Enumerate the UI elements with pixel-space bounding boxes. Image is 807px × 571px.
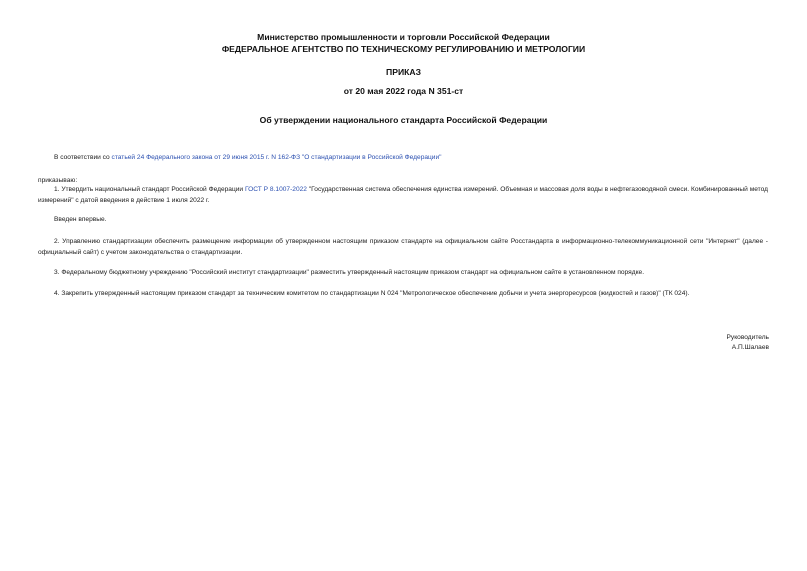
- gost-standard-link[interactable]: ГОСТ Р 8.1007-2022: [244, 186, 307, 193]
- ministry-heading: Министерство промышленности и торговли Российской Федерации: [257, 32, 550, 42]
- signatory-name: А.П.Шалаев: [731, 344, 769, 351]
- federal-law-link[interactable]: статьей 24 Федерального закона от 29 июня 2015 г. N 162-ФЗ "О стандартизации в Российской Федерации": [111, 154, 442, 161]
- order-item-2: [38, 237, 768, 258]
- item3-text: 3. Федеральному бюджетному учреждению "Российский институт стандартизации" разместить утвержденный настоящим приказом стандарт на официальном сайте в установленном порядке.: [54, 269, 645, 276]
- order-item-3: [38, 268, 768, 279]
- legal-basis-paragraph: [38, 153, 768, 164]
- item1-suffix: "Государственная система обеспечения единства измерений. Объемная и массовая доля воды в нефтегазоводяной смеси. Комбинированный метод измерений" с датой введения в действие 1 июля 2022 г.: [38, 186, 768, 204]
- first-time-note: [38, 215, 768, 226]
- item1-prefix: 1. Утвердить национальный стандарт Российской Федерации: [54, 186, 245, 193]
- signatory-role: Руководитель: [726, 334, 769, 341]
- legal-basis-prefix: В соответствии со: [54, 154, 112, 161]
- order-title: ПРИКАЗ: [386, 67, 421, 77]
- order-item-1: [38, 185, 768, 206]
- agency-heading: ФЕДЕРАЛЬНОЕ АГЕНТСТВО ПО ТЕХНИЧЕСКОМУ РЕГУЛИРОВАНИЮ И МЕТРОЛОГИИ: [221, 44, 586, 54]
- first-time-text: Введен впервые.: [54, 216, 107, 223]
- item4-text: 4. Закрепить утвержденный настоящим приказом стандарт за техническим комитетом по стандартизации N 024 "Метрологическое обеспечение добычи и учета энергоресурсов (жидкостей и газов)" (ТК 024).: [54, 290, 690, 297]
- order-subject: Об утверждении национального стандарта Российской Федерации: [259, 115, 548, 125]
- item2-text: 2. Управлению стандартизации обеспечить размещение информации об утвержденном настоящим приказом стандарте на официальном сайте Росстандарта в информационно-телекоммуникационной сети "Интернет" (далее - официальный сайт) с учетом законодательства о стандартизации.: [38, 238, 768, 256]
- order-item-4: [38, 289, 768, 300]
- orders-label: приказываю:: [38, 177, 78, 184]
- order-date: от 20 мая 2022 года N 351-ст: [343, 86, 464, 96]
